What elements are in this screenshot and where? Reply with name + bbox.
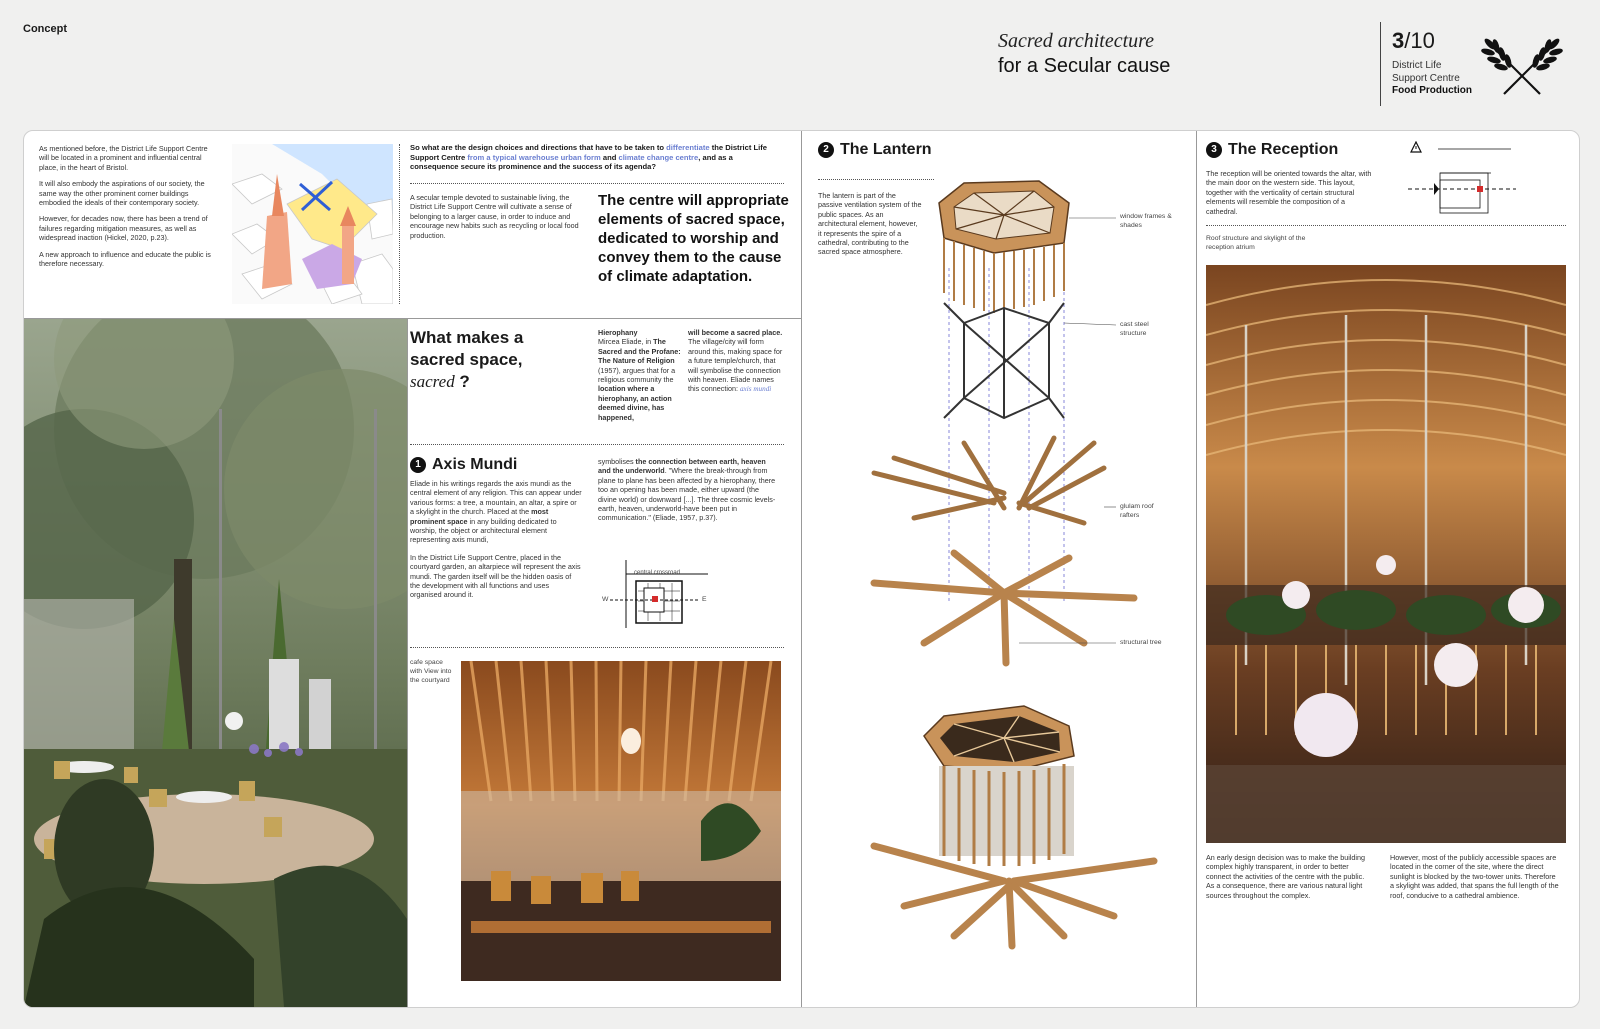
axis-mundi-p2: In the District Life Support Centre, placed in the courtyard garden, an altarpiece will represent the axis mundi. The garden itself will be the hidden oasis of the development with all functions and uses organised around it. bbox=[410, 552, 581, 600]
intro-p4: A new approach to influence and educate the public is therefore necessary. bbox=[39, 249, 211, 269]
question-e: and bbox=[600, 152, 619, 162]
lantern-title bbox=[818, 141, 932, 159]
page-total: /10 bbox=[1404, 28, 1435, 53]
sacred-dotted-divider bbox=[410, 444, 784, 445]
page-current: 3 bbox=[1392, 28, 1405, 53]
sacred-place-text bbox=[688, 328, 786, 395]
project-line-2: Support Centre bbox=[1392, 72, 1460, 84]
question-g: , and as a consequence secure its prominence and the success of its agenda? bbox=[410, 152, 733, 172]
sacred-heading bbox=[410, 327, 523, 393]
reception-dotted-divider bbox=[1206, 225, 1566, 226]
intro-p2: It will also embody the aspirations of our society, the same way the other prominent corner buildings embodied the ideals of their contemporary society. bbox=[39, 179, 205, 208]
section-label: Concept bbox=[23, 23, 67, 35]
axis-mundi-p1 bbox=[410, 479, 582, 545]
project-name bbox=[1392, 60, 1472, 98]
sacred-place-body: The village/city will form around this, making space for a future temple/church, that will symbolise the connection with heaven. Eliade names this connection: bbox=[688, 337, 783, 394]
reception-number: 3 bbox=[1206, 142, 1222, 158]
sacred-line-2: sacred space, bbox=[410, 350, 523, 369]
diagram-label: central crossroad bbox=[634, 570, 681, 576]
axis-quote-c: . "Where the break-through from plane to plane has been affected by a hierophany, there too an opening has been made, either upward (the divine world) or downward [...]. The three cosmic levels-earth, heaven, underworld-have been put in communication." (Eliade, 1957, p.37). bbox=[598, 466, 776, 523]
hierophany-a: Mircea Eliade, in bbox=[598, 337, 654, 347]
divider-col-2 bbox=[801, 131, 802, 1007]
intro-p3: However, for decades now, there has been a trend of failures regarding mitigation measures, as well as widespread inaction (Hickel, 2020, p.23). bbox=[39, 214, 208, 243]
sacred-qmark: ? bbox=[454, 372, 470, 391]
reception-bottom-right: However, most of the publicly accessible spaces are located in the corner of the site, where the direct sunlight is blocked by the two-tower units. Therefore a skylight was added, that spans the full length of the roof, conducive to a cathedral ambience. bbox=[1390, 853, 1559, 900]
lantern-text: The lantern is part of the passive ventilation system of the public spaces. As an architectural element, however, it represents the spire of a cathedral, contributing to the sacred space atmosphere. bbox=[818, 191, 922, 257]
lantern-assembled-render bbox=[864, 696, 1164, 956]
header-divider bbox=[1380, 22, 1381, 106]
reception-title-text: The Reception bbox=[1228, 141, 1339, 158]
garden-render-image bbox=[24, 319, 407, 1007]
site-map-image bbox=[232, 144, 393, 304]
sacred-line-3: sacred bbox=[410, 372, 455, 391]
diagram-west: W bbox=[602, 596, 609, 603]
cafe-caption: cafe space with View into the courtyard bbox=[410, 659, 452, 684]
question-a: So what are the design choices and directions that have to be taken to bbox=[410, 143, 667, 152]
project-line-3: Food Production bbox=[1392, 85, 1472, 96]
diagram-east: E bbox=[702, 596, 707, 603]
label-cast-steel: cast steel structure bbox=[1120, 321, 1149, 337]
axis-mundi-text bbox=[410, 479, 582, 600]
reception-text: The reception will be oriented towards the altar, with the main door on the western side. This layout, together with the verticality of certain structural elements will resemble the composition of a cathedral. bbox=[1206, 169, 1372, 216]
reception-title bbox=[1206, 141, 1338, 159]
axis-quote-a: symbolises bbox=[598, 457, 636, 466]
hierophany-b: (1957), argues that for a religious community the bbox=[598, 365, 676, 385]
big-statement: The centre will appropriate elements of sacred space, dedicated to worship and convey them to the cause of climate adaptation. bbox=[598, 192, 789, 285]
hierophany-location: location where a hierophany, an action deemed divine, has happened, bbox=[598, 384, 672, 422]
main-panel bbox=[23, 130, 1580, 1008]
axis-mundi-term: axis mundi bbox=[739, 385, 772, 394]
axis-mundi-title bbox=[410, 456, 517, 474]
reception-caption: Roof structure and skylight of the reception atrium bbox=[1206, 235, 1306, 251]
axis-mundi-title-text: Axis Mundi bbox=[432, 456, 518, 473]
hierophany-text bbox=[598, 328, 686, 422]
temple-text: A secular temple devoted to sustainable living, the District Life Support Centre will cultivate a sense of belonging to a larger cause, in order to induce and encourage new habits such as recycling or local food production. bbox=[410, 193, 579, 240]
question-b: differentiate bbox=[666, 143, 710, 152]
question-c: the District Life Support Centre bbox=[410, 143, 767, 162]
label-window-frames: window frames & shades bbox=[1120, 213, 1172, 229]
page-title-bold: for a Secular cause bbox=[998, 55, 1171, 77]
question-f: climate change centre bbox=[618, 152, 699, 162]
axis-p1-b: most prominent space bbox=[410, 507, 549, 526]
reception-render-image bbox=[1206, 265, 1566, 843]
axis-plan-diagram bbox=[598, 556, 718, 631]
page-title-italic: Sacred architecture bbox=[998, 30, 1155, 52]
question-dotted-divider bbox=[410, 183, 784, 184]
axis-p1-c: in any building dedicated to worship, the object or architectural element representing axis mundi, bbox=[410, 516, 557, 545]
divider-col-1 bbox=[407, 318, 408, 1007]
label-glulam: glulam roof rafters bbox=[1120, 503, 1154, 519]
reception-bottom-left: An early design decision was to make the building complex highly transparent, in order to better connect the activities of the centre with the public. As a consequence, there are various natural light sources throughout the complex. bbox=[1206, 853, 1366, 900]
question-d: from a typical warehouse urban form bbox=[467, 152, 601, 162]
cafe-render-image bbox=[461, 661, 781, 981]
crossed-wheat-icon bbox=[1476, 34, 1568, 98]
lantern-exploded-diagram bbox=[854, 173, 1184, 673]
design-question bbox=[410, 143, 770, 172]
intro-dotted-divider bbox=[399, 144, 400, 304]
axis-mundi-number: 1 bbox=[410, 457, 426, 473]
lantern-number: 2 bbox=[818, 142, 834, 158]
intro-p1: As mentioned before, the District Life Support Centre will be located in a prominent and influential central place, in the heart of Bristol. bbox=[39, 144, 208, 172]
page-title bbox=[998, 30, 1170, 78]
axis-mundi-quote bbox=[598, 457, 776, 523]
intro-text bbox=[39, 144, 217, 268]
hierophany-title: Hierophany bbox=[598, 328, 638, 337]
axis-quote-b: the connection between earth, heaven and the underworld bbox=[598, 457, 766, 476]
sacred-line-1: What makes a bbox=[410, 328, 524, 347]
reception-plan-diagram bbox=[1406, 143, 1516, 218]
lantern-title-text: The Lantern bbox=[840, 141, 932, 158]
project-line-1: District Life bbox=[1392, 60, 1442, 71]
page-counter bbox=[1392, 28, 1435, 54]
axis-dotted-divider bbox=[410, 647, 784, 648]
sacred-place-bold: will become a sacred place. bbox=[688, 328, 783, 337]
divider-col-3 bbox=[1196, 131, 1197, 1007]
axis-p1-a: Eliade in his writings regards the axis mundi as the central element of any religion. This can appear under various forms: a tree, a mountain, an altar, a spire or a skylight in the church. Placed at the bbox=[410, 479, 582, 517]
label-structural-tree: structural tree bbox=[1120, 639, 1162, 646]
hierophany-book: The Sacred and the Profane: The Nature of Religion bbox=[598, 337, 681, 366]
